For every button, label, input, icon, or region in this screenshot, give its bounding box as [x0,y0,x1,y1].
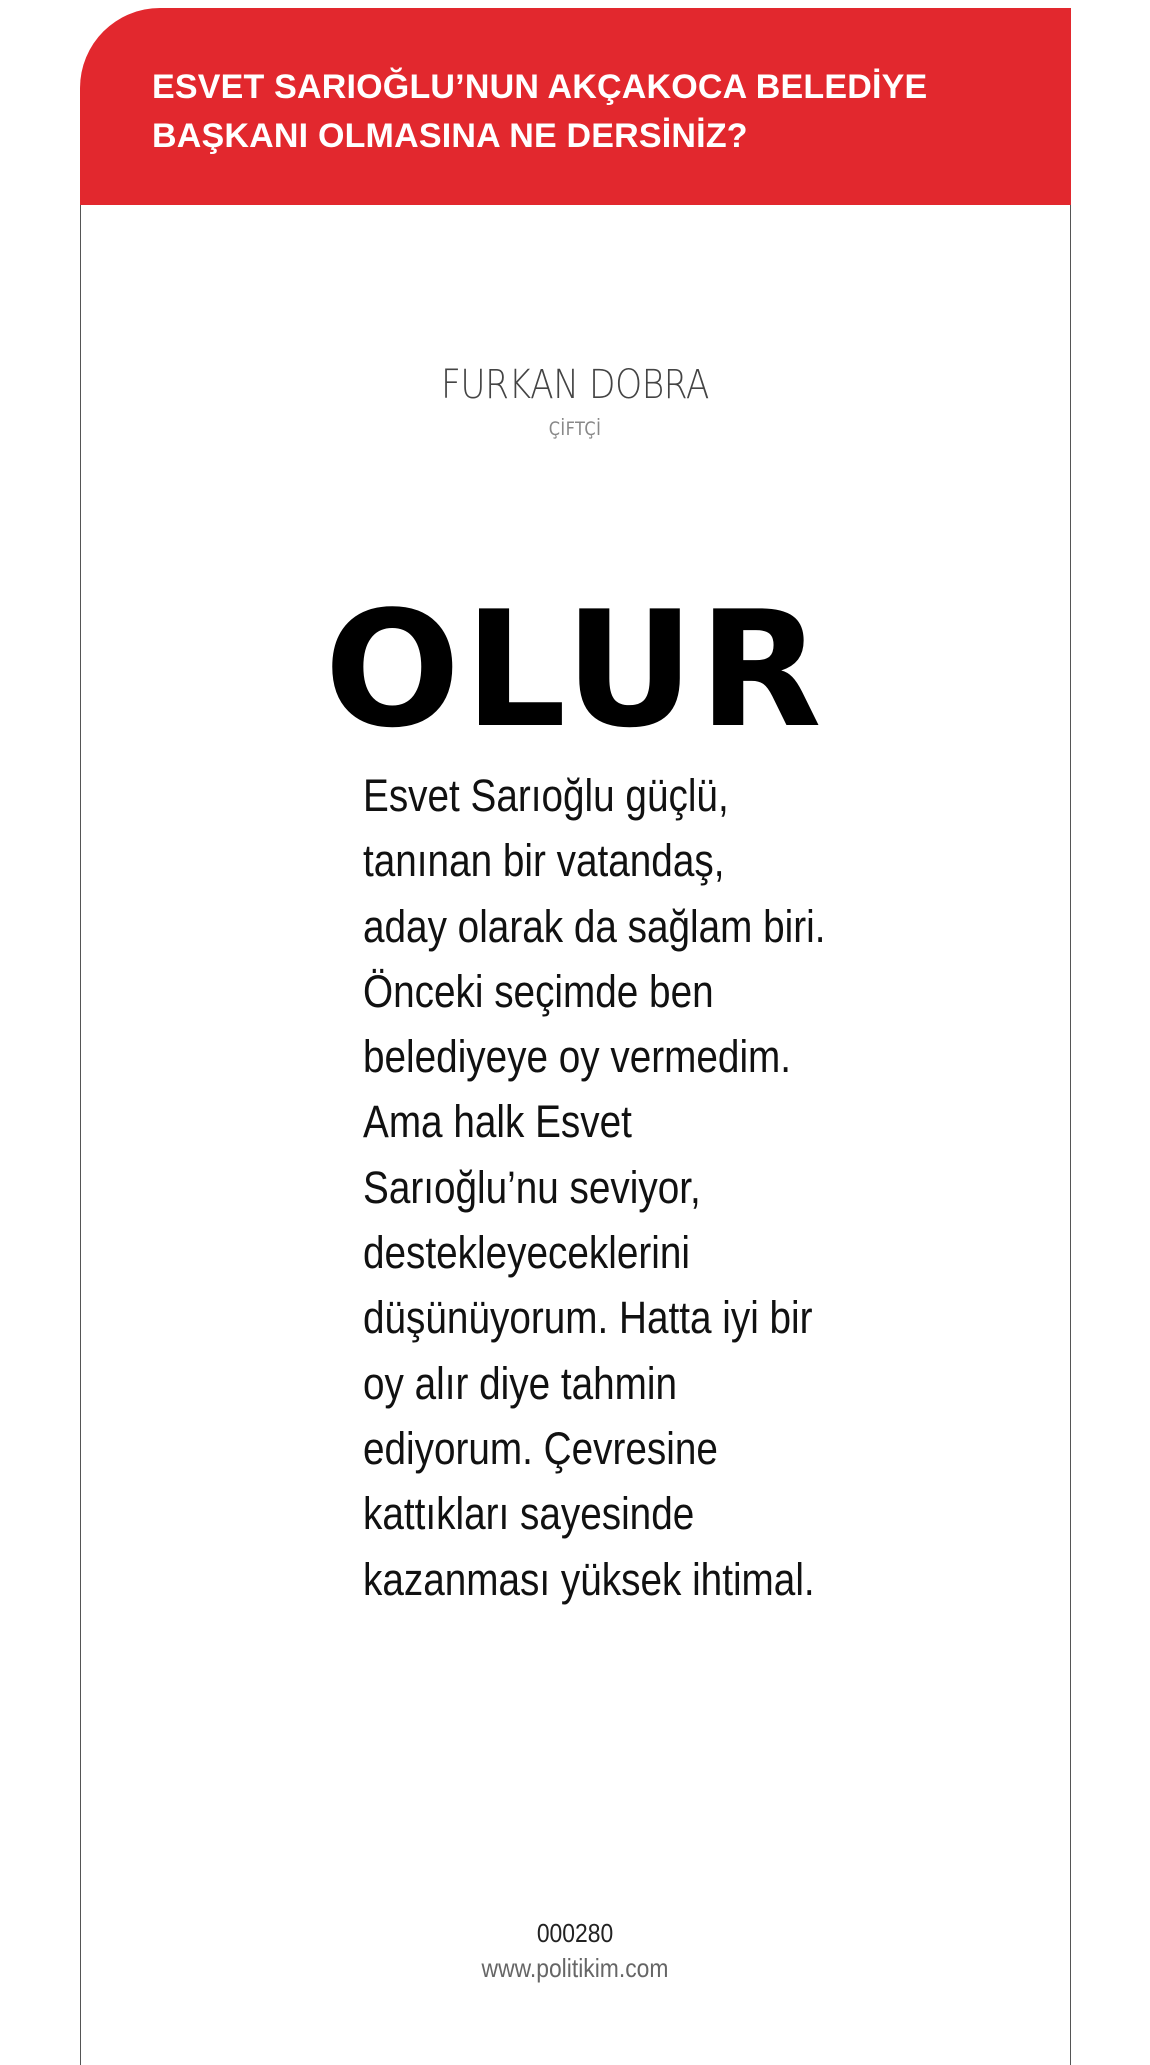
comment-line: ediyorum. Çevresine [363,1422,718,1474]
comment-line: düşünüyorum. Hatta iyi bir [363,1292,813,1344]
comment-line: destekleyeceklerini [363,1227,690,1279]
question-title-line-2: BAŞKANI OLMASINA NE DERSİNİZ? [152,117,748,155]
footer-url: www.politikim.com [481,1953,669,1983]
comment-line: Sarıoğlu’nu seviyor, [363,1161,701,1213]
comment-line: Esvet Sarıoğlu güçlü, [363,770,729,821]
comment-line: tanınan bir vatandaş, [363,835,725,887]
comment-line: oy alır diye tahmin [363,1357,678,1409]
question-title [152,63,1071,161]
answer-headline: OLUR [324,576,826,763]
footer-code: 000280 [536,1918,614,1948]
comment-line: kazanması yüksek ihtimal. [363,1553,815,1605]
person-name: FURKAN DOBRA [441,362,709,408]
comment-line: belediyeye oy vermedim. [363,1031,792,1083]
person-occupation: ÇİFTÇİ [548,418,602,440]
header-banner [80,8,1071,205]
question-title-line-1: ESVET SARIOĞLU’NUN AKÇAKOCA BELEDİYE [152,68,928,106]
comment-line: Önceki seçimde ben [363,965,714,1017]
comment-line: aday olarak da sağlam biri. [363,900,826,952]
comment-text [363,763,883,1612]
comment-line: kattıkları sayesinde [363,1488,695,1540]
comment-line: Ama halk Esvet [363,1096,632,1148]
